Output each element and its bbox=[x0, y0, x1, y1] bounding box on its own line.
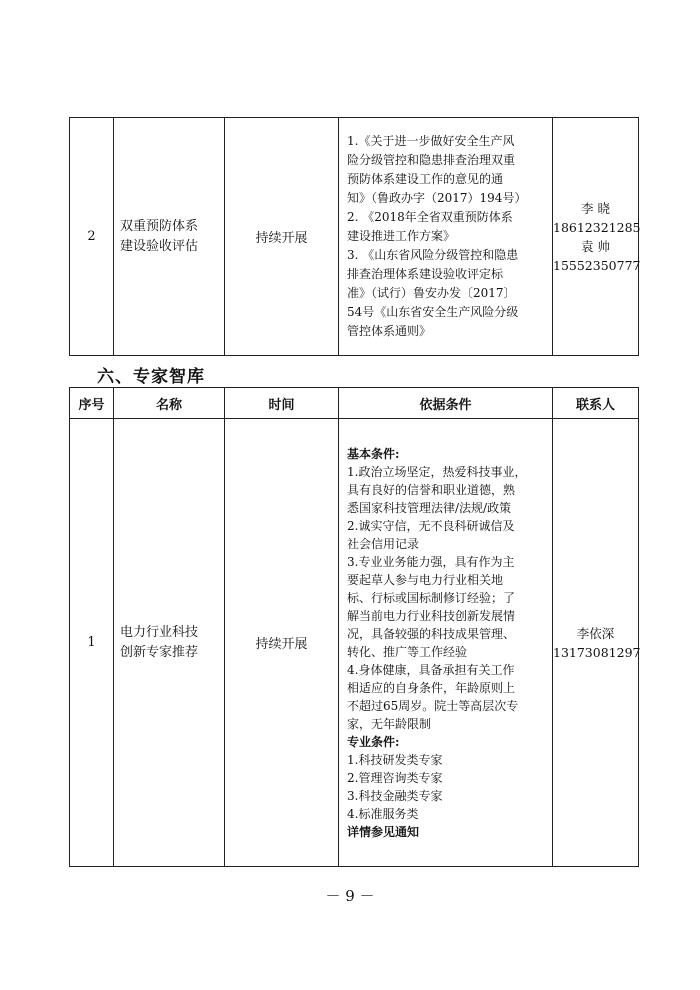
basis-line: 3. 《山东省风险分级管控和隐患 bbox=[347, 248, 519, 262]
contact-name: 袁 帅 bbox=[581, 238, 610, 254]
basis-line: 基本条件: bbox=[347, 446, 400, 461]
basis-line: 社会信用记录 bbox=[347, 536, 420, 551]
header-contact: 联系人 bbox=[553, 388, 639, 419]
basis-line: 2. 《2018年全省双重预防体系 bbox=[347, 210, 513, 224]
row-index: 1 bbox=[70, 419, 114, 867]
table-expert-pool bbox=[69, 387, 639, 867]
row-name bbox=[114, 419, 225, 867]
basis-line: 2.管理咨询类专家 bbox=[347, 770, 443, 785]
table-row bbox=[70, 118, 639, 356]
contact-name: 李 晓 bbox=[581, 200, 610, 216]
section-title: 六、专家智库 bbox=[97, 367, 205, 387]
basis-line: 3.科技金融类专家 bbox=[347, 788, 443, 803]
name-line: 创新专家推荐 bbox=[120, 644, 199, 660]
row-basis bbox=[339, 419, 553, 867]
basis-line: 建设推进工作方案》 bbox=[347, 229, 456, 243]
basis-line: 知》（鲁政办字（2017）194号） bbox=[347, 191, 527, 205]
basis-line: 4.标准服务类 bbox=[347, 806, 419, 821]
basis-line: 详情参见通知 bbox=[347, 824, 420, 839]
name-line: 双重预防体系 bbox=[120, 218, 199, 234]
basis-line: 54号《山东省安全生产风险分级 bbox=[347, 305, 519, 319]
contact-phone: 13173081297 bbox=[553, 644, 641, 660]
basis-line: 转化、推广等工作经验 bbox=[347, 644, 468, 659]
basis-line: 准》（试行）鲁安办发〔2017〕 bbox=[347, 286, 516, 300]
contact-name: 李依深 bbox=[576, 625, 615, 641]
basis-line: 不超过65周岁。院士等高层次专 bbox=[347, 698, 519, 713]
row-contacts bbox=[553, 419, 639, 867]
table-row bbox=[70, 419, 639, 867]
basis-line: 家，无年龄限制 bbox=[347, 716, 432, 731]
basis-line: 况，具备较强的科技成果管理、 bbox=[347, 626, 516, 641]
basis-line: 1.政治立场坚定，热爱科技事业， bbox=[347, 464, 527, 479]
basis-line: 悉国家科技管理法律/法规/政策 bbox=[347, 500, 512, 515]
table-header-row bbox=[70, 388, 639, 419]
basis-line: 相适应的自身条件，年龄原则上 bbox=[347, 680, 516, 695]
basis-line: 要起草人参与电力行业相关地 bbox=[347, 572, 504, 587]
basis-line: 1.科技研发类专家 bbox=[347, 752, 443, 767]
basis-line: 标、行标或国标制修订经验；了 bbox=[347, 590, 516, 605]
header-index: 序号 bbox=[70, 388, 114, 419]
page-number: － 9 － bbox=[325, 887, 375, 905]
row-contacts bbox=[553, 118, 639, 356]
row-time: 持续开展 bbox=[225, 419, 339, 867]
row-basis bbox=[339, 118, 553, 356]
basis-line: 排查治理体系建设验收评定标 bbox=[347, 267, 504, 281]
basis-line: 3.专业业务能力强，具有作为主 bbox=[347, 554, 515, 569]
basis-line: 管控体系通则》 bbox=[347, 324, 432, 338]
contact-phone: 18612321285 bbox=[553, 219, 641, 235]
basis-line: 4.身体健康，具备承担有关工作 bbox=[347, 662, 515, 677]
basis-line: 险分级管控和隐患排查治理双重 bbox=[347, 153, 516, 167]
row-index: 2 bbox=[70, 118, 114, 356]
basis-line: 1.《关于进一步做好安全生产风 bbox=[347, 134, 515, 148]
table-ratings-continued bbox=[69, 117, 639, 356]
basis-line: 预防体系建设工作的意见的通 bbox=[347, 172, 504, 186]
contact-phone: 15552350777 bbox=[553, 257, 641, 273]
row-name bbox=[114, 118, 225, 356]
row-time: 持续开展 bbox=[225, 118, 339, 356]
header-basis: 依据条件 bbox=[339, 388, 553, 419]
header-time: 时间 bbox=[225, 388, 339, 419]
basis-line: 2.诚实守信，无不良科研诚信及 bbox=[347, 518, 515, 533]
header-name: 名称 bbox=[114, 388, 225, 419]
name-line: 建设验收评估 bbox=[120, 238, 199, 254]
basis-line: 解当前电力行业科技创新发展情 bbox=[347, 608, 516, 623]
basis-line: 专业条件: bbox=[347, 734, 400, 749]
basis-line: 具有良好的信誉和职业道德，熟 bbox=[347, 482, 516, 497]
name-line: 电力行业科技 bbox=[120, 624, 199, 640]
